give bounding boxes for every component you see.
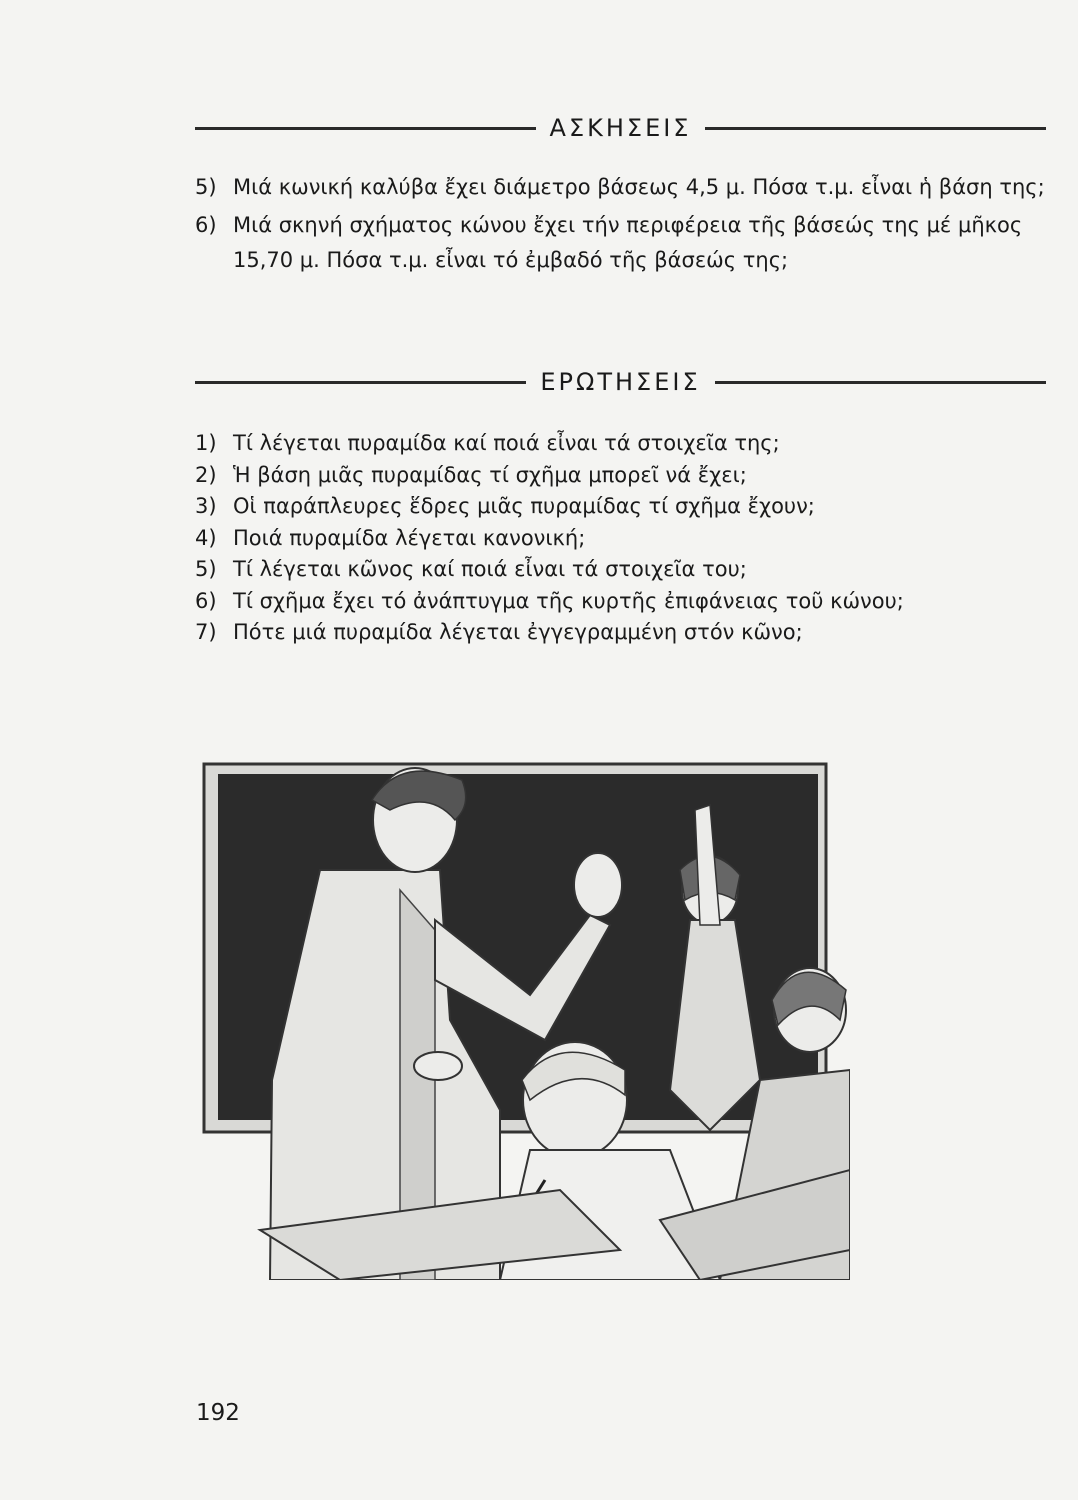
exercise-item	[195, 208, 1046, 278]
page-number: 192	[196, 1400, 240, 1426]
questions-list	[195, 428, 1046, 649]
question-text: Τί σχῆμα ἔχει τό ἀνάπτυγμα τῆς κυρτῆς ἐπιφάνειας τοῦ κώνου;	[233, 588, 904, 613]
exercises-heading	[195, 108, 1046, 148]
exercise-text: Μιά κωνική καλύβα ἔχει διάμετρο βάσεως 4,5 μ. Πόσα τ.μ. εἶναι ἡ βάση της;	[233, 175, 1045, 199]
questions-title: ΕΡΩΤΗΣΕΙΣ	[540, 368, 701, 396]
heading-rule-left	[195, 127, 536, 130]
exercise-item	[195, 170, 1046, 205]
exercises-list	[195, 170, 1046, 281]
question-number: 5)	[195, 557, 217, 581]
questions-heading	[195, 362, 1046, 402]
heading-rule-left	[195, 381, 526, 384]
question-text: Τί λέγεται κῶνος καί ποιά εἶναι τά στοιχεῖα του;	[233, 557, 747, 581]
question-item	[195, 460, 1046, 492]
question-text: Πότε μιά πυραμίδα λέγεται ἐγγεγραμμένη στόν κῶνο;	[233, 620, 803, 644]
question-number: 1)	[195, 431, 217, 455]
question-number: 3)	[195, 494, 217, 518]
exercise-number: 6)	[195, 213, 217, 237]
heading-rule-right	[705, 127, 1046, 130]
question-text: Τί λέγεται πυραμίδα καί ποιά εἶναι τά στοιχεῖα της;	[233, 431, 780, 455]
question-item	[195, 554, 1046, 586]
exercise-text: Μιά σκηνή σχήματος κώνου ἔχει τήν περιφέρεια τῆς βάσεώς της μέ μῆκος 15,70 μ. Πόσα τ.μ. εἶναι τό ἐμβαδό τῆς βάσεώς της;	[233, 213, 1023, 272]
question-item	[195, 491, 1046, 523]
question-item	[195, 428, 1046, 460]
question-number: 6)	[195, 588, 217, 613]
question-item	[195, 586, 1046, 618]
question-item	[195, 523, 1046, 555]
question-number: 2)	[195, 462, 217, 487]
question-text: Ποιά πυραμίδα λέγεται κανονική;	[233, 525, 586, 550]
classroom-illustration	[200, 750, 850, 1280]
exercise-number: 5)	[195, 175, 217, 199]
question-number: 7)	[195, 620, 217, 644]
heading-rule-right	[715, 381, 1046, 384]
question-text: Ἡ βάση μιᾶς πυραμίδας τί σχῆμα μπορεῖ νά ἔχει;	[233, 462, 747, 487]
question-item	[195, 617, 1046, 649]
question-text: Οἱ παράπλευρες ἕδρες μιᾶς πυραμίδας τί σχῆμα ἔχουν;	[233, 494, 815, 518]
question-number: 4)	[195, 525, 217, 550]
exercises-title: ΑΣΚΗΣΕΙΣ	[549, 114, 692, 142]
